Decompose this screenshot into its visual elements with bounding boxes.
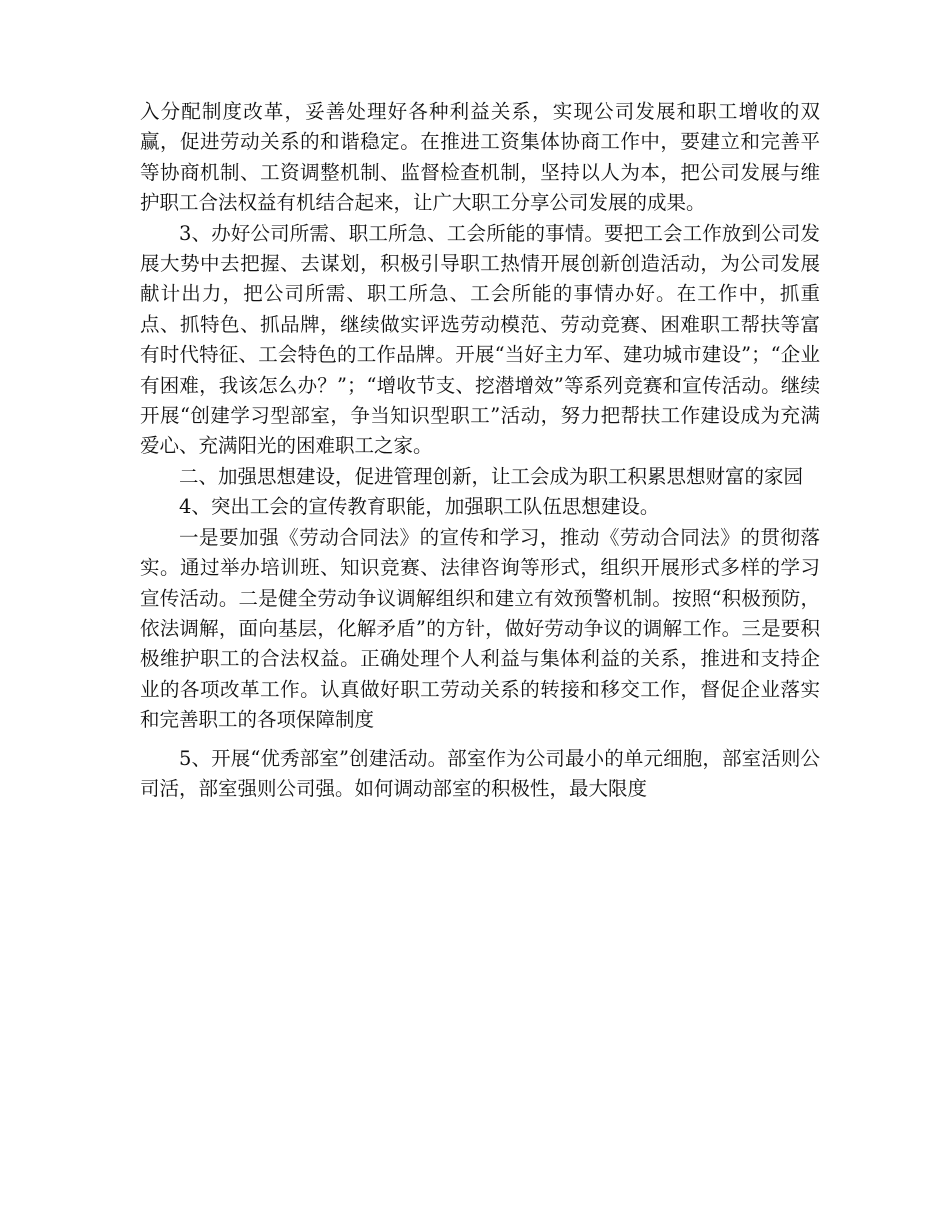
paragraph-continuation: 入分配制度改革，妥善处理好各种利益关系，实现公司发展和职工增收的双赢，促进劳动关系的和谐稳定。在推进工资集体协商工作中，要建立和完善平等协商机制、工资调整机制、监督检查机制，坚持以人为本，把公司发展与维护职工合法权益有机结合起来，让广大职工分享公司发展的成果。 xyxy=(140,100,820,215)
paragraph-item-4-heading: 4、突出工会的宣传教育职能，加强职工队伍思想建设。 xyxy=(179,495,660,519)
paragraph-item-4-body: 一是要加强《劳动合同法》的宣传和学习，推动《劳动合同法》的贯彻落实。通过举办培训班、知识竞赛、法律咨询等形式，组织开展形式多样的学习宣传活动。二是健全劳动争议调解组织和建立有效预警机制。按照“积极预防，依法调解，面向基层，化解矛盾”的方针，做好劳动争议的调解工作。三是要积极维护职工的合法权益。正确处理个人利益与集体利益的关系，推进和支持企业的各项改革工作。认真做好职工劳动关系的转接和移交工作，督促企业落实和完善职工的各项保障制度 xyxy=(140,525,820,732)
section-heading-2: 二、加强思想建设，促进管理创新，让工会成为职工积累思想财富的家园 xyxy=(179,464,804,488)
paragraph-item-5: 5、开展“优秀部室”创建活动。部室作为公司最小的单元细胞，部室活则公司活，部室强则公司强。如何调动部室的积极性，最大限度 xyxy=(140,746,820,800)
document-body xyxy=(140,97,820,804)
paragraph-item-3: 3、办好公司所需、职工所急、工会所能的事情。要把工会工作放到公司发展大势中去把握、去谋划，积极引导职工热情开展创新创造活动，为公司发展献计出力，把公司所需、职工所急、工会所能的事情办好。在工作中，抓重点、抓特色、抓品牌，继续做实评选劳动模范、劳动竞赛、困难职工帮扶等富有时代特征、工会特色的工作品牌。开展“当好主力军、建功城市建设”；“企业有困难，我该怎么办？”；“增收节支、挖潜增效”等系列竞赛和宣传活动。继续开展“创建学习型部室，争当知识型职工”活动，努力把帮扶工作建设成为充满爱心、充满阳光的困难职工之家。 xyxy=(140,221,820,458)
